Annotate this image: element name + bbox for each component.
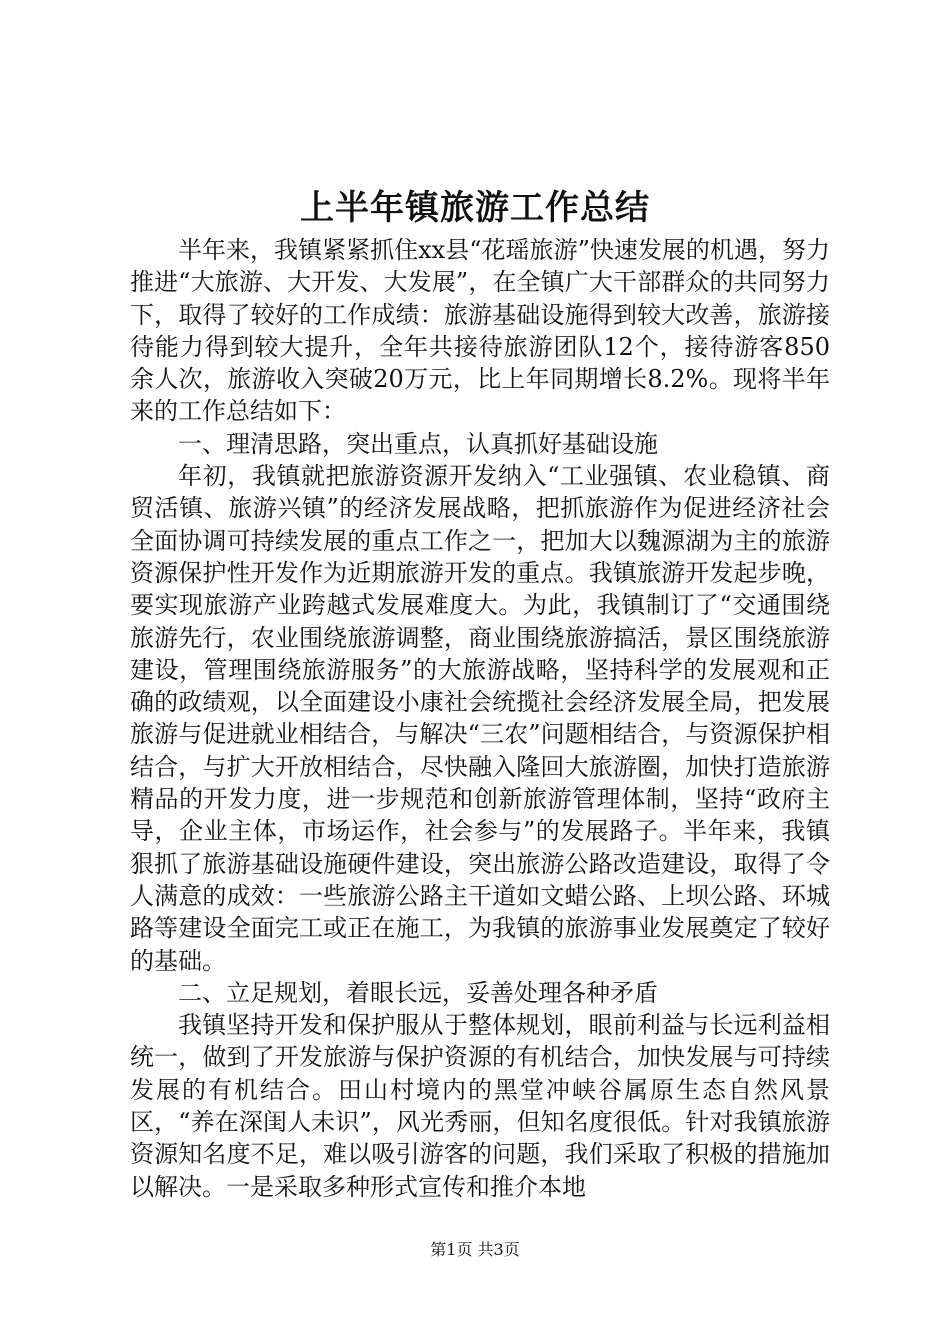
section-heading-2: 二、立足规划，着眼长远，妥善处理各种矛盾 bbox=[178, 978, 658, 1007]
page-footer: 第1页 共3页 bbox=[430, 1240, 520, 1259]
document-body bbox=[130, 234, 830, 1203]
document-title: 上半年镇旅游工作总结 bbox=[300, 188, 650, 228]
section-heading-1: 一、理清思路，突出重点，认真抓好基础设施 bbox=[178, 429, 658, 458]
paragraph-section-1: 年初，我镇就把旅游资源开发纳入“工业强镇、农业稳镇、商贸活镇、旅游兴镇”的经济发展战略，把抓旅游作为促进经济社会全面协调可持续发展的重点工作之一，把加大以魏源湖为主的旅游资源保护性开发作为近期旅游开发的重点。我镇旅游开发起步晚，要实现旅游产业跨越式发展难度大。为此，我镇制订了“交通围绕旅游先行，农业围绕旅游调整，商业围绕旅游搞活，景区围绕旅游建设，管理围绕旅游服务”的大旅游战略，坚持科学的发展观和正确的政绩观，以全面建设小康社会统揽社会经济发展全局，把发展旅游与促进就业相结合，与解决“三农”问题相结合，与资源保护相结合，与扩大开放相结合，尽快融入隆回大旅游圈，加快打造旅游精品的开发力度，进一步规范和创新旅游管理体制，坚持“政府主导，企业主体，市场运作，社会参与”的发展路子。半年来，我镇狠抓了旅游基础设施硬件建设，突出旅游公路改造建设，取得了令人满意的成效：一些旅游公路主干道如文蜡公路、上坝公路、环城路等建设全面完工或正在施工，为我镇的旅游事业发展奠定了较好的基础。 bbox=[130, 462, 830, 975]
paragraph-intro: 半年来，我镇紧紧抓住xx县“花瑶旅游”快速发展的机遇，努力推进“大旅游、大开发、大发展”，在全镇广大干部群众的共同努力下，取得了较好的工作成绩：旅游基础设施得到较大改善，旅游接待能力得到较大提升，全年共接待旅游团队12个，接待游客850余人次，旅游收入突破20万元，比上年同期增长8.2%。现将半年来的工作总结如下： bbox=[130, 236, 830, 426]
paragraph-section-2: 我镇坚持开发和保护服从于整体规划，眼前利益与长远利益相统一，做到了开发旅游与保护资源的有机结合，加快发展与可持续发展的有机结合。田山村境内的黑堂冲峡谷属原生态自然风景区，“养在深闺人未识”，风光秀丽，但知名度很低。针对我镇旅游资源知名度不足，难以吸引游客的问题，我们采取了积极的措施加以解决。一是采取多种形式宣传和推介本地 bbox=[130, 1011, 830, 1201]
